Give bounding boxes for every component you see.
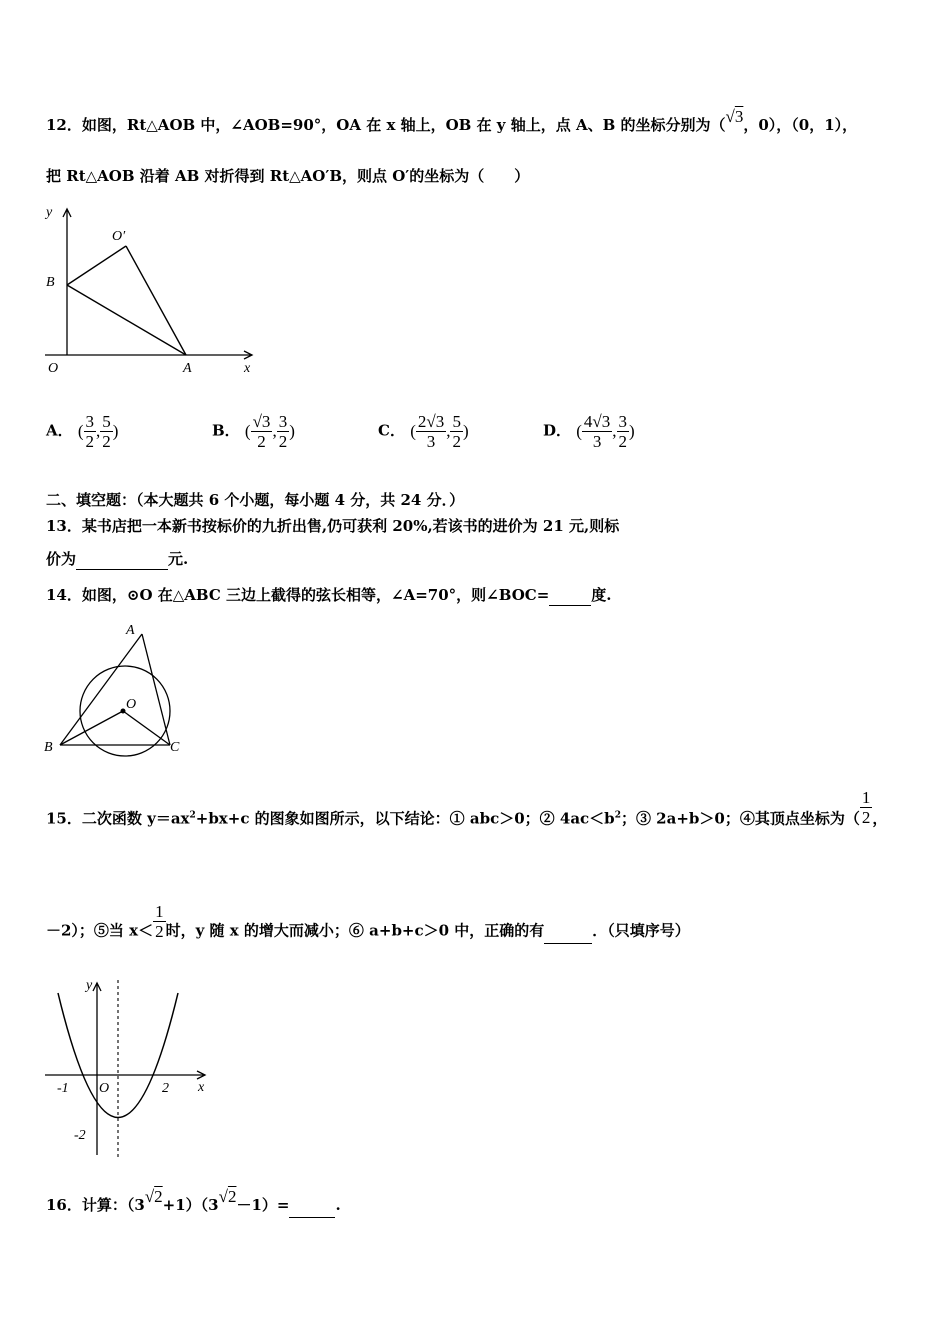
side-BA bbox=[60, 634, 142, 745]
label-A: A bbox=[183, 361, 192, 376]
label-minus2: -2 bbox=[74, 1128, 86, 1143]
q14-figure bbox=[40, 618, 200, 760]
label-C: C bbox=[170, 740, 180, 755]
segment-BA bbox=[67, 285, 186, 355]
label-B: B bbox=[44, 740, 53, 755]
q14-answer-blank[interactable] bbox=[549, 585, 591, 606]
option-c[interactable]: C． ( $\frac{2√3}{3}$ , $\frac{5}{2}$ ) bbox=[378, 412, 469, 451]
label-x: x bbox=[198, 1080, 205, 1095]
sqrt-2: √2 bbox=[218, 1187, 237, 1206]
label-A: A bbox=[126, 623, 135, 638]
q15-line2: －2）；⑤当 x＜ $\frac{1}{2}$ 时，y 随 x 的增大而减小；⑥ a+b+c＞0 中，正确的有 ．（只填序号） bbox=[46, 912, 690, 951]
q13-line1: 13．某书店把一本新书按标价的九折出售,仍可获利 20%,若该书的进价为 21 元,则标 bbox=[46, 517, 620, 535]
label-minus1: -1 bbox=[57, 1081, 69, 1096]
segment-OB bbox=[60, 711, 123, 745]
segment-BOprime bbox=[67, 246, 126, 285]
label-2: 2 bbox=[162, 1081, 169, 1096]
label-Oprime: O′ bbox=[112, 229, 126, 244]
q14-text: 14．如图，⊙O 在△ABC 三边上截得的弦长相等，∠A=70°，则∠BOC= 度. bbox=[46, 586, 612, 604]
sqrt-2: √2 bbox=[144, 1187, 163, 1206]
q16-text: 16．计算：（3√2+1）（3√2－1）= . bbox=[46, 1193, 341, 1218]
label-O: O bbox=[99, 1081, 110, 1096]
q13-line2: 价为 元. bbox=[46, 550, 189, 568]
label-x: x bbox=[244, 361, 251, 376]
label-y: y bbox=[86, 978, 93, 993]
section2-heading: 二、填空题：（本大题共 6 个小题，每小题 4 分，共 24 分．） bbox=[46, 491, 465, 509]
option-a[interactable]: A． ( $\frac{3}{2}$ , $\frac{5}{2}$ ) bbox=[46, 412, 119, 451]
frac: $\frac{3}{2}$ bbox=[85, 412, 95, 451]
q12-line1: 12．如图，Rt△AOB 中，∠AOB=90°，OA 在 x 轴上，OB 在 y 轴上，点 A、B 的坐标分别为（√3，0），（0，1）， bbox=[46, 107, 858, 134]
segment-OprimeA bbox=[126, 246, 186, 355]
option-b[interactable]: B． ( $\frac{√3}{2}$ , $\frac{3}{2}$ ) bbox=[212, 412, 295, 451]
q15-figure bbox=[40, 975, 215, 1165]
q16-answer-blank[interactable] bbox=[289, 1193, 335, 1218]
q15-line1: 15．二次函数 $y=ax^2+bx+c$ 的图象如图所示，以下结论：① abc＞0；② $4ac<b^2$；③ 2a+b＞0；④其顶点坐标为（ $\frac{1}{2}$ ， bbox=[46, 788, 888, 828]
frac-one-half: $\frac{1}{2}$ bbox=[155, 902, 164, 941]
option-d[interactable]: D． ( $\frac{4√3}{3}$ , $\frac{3}{2}$ ) bbox=[543, 412, 635, 451]
q12-line2: 把 Rt△AOB 沿着 AB 对折得到 Rt△AO′B，则点 O′的坐标为（ ） bbox=[46, 167, 530, 185]
sqrt-3: √3 bbox=[725, 107, 744, 126]
frac-one-half: $\frac{1}{2}$ bbox=[861, 788, 871, 827]
label-O: O bbox=[48, 361, 59, 376]
label-B: B bbox=[46, 275, 55, 290]
q15-answer-blank[interactable] bbox=[544, 919, 592, 944]
label-O: O bbox=[126, 697, 137, 712]
label-y: y bbox=[46, 205, 53, 220]
q12-figure bbox=[40, 200, 260, 385]
q13-answer-blank[interactable] bbox=[76, 549, 168, 570]
